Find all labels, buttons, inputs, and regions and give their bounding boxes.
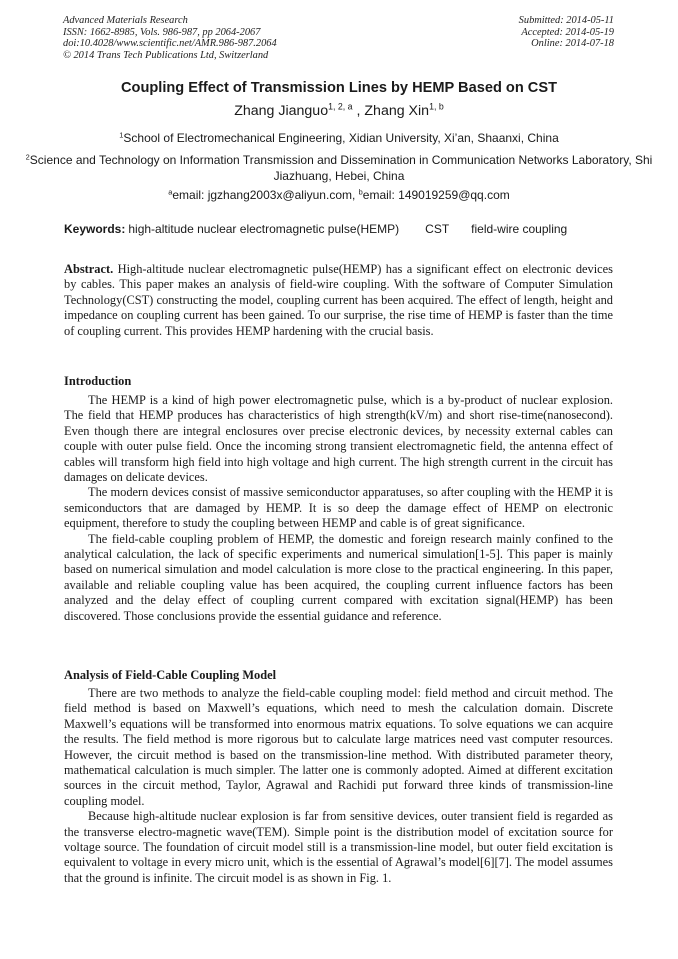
affiliation-2 bbox=[0, 153, 678, 184]
keyword-item: high-altitude nuclear electromagnetic pulse(HEMP) bbox=[128, 222, 400, 236]
analysis-body bbox=[64, 686, 613, 886]
journal-issn: ISSN: 1662-8985, Vols. 986-987, pp 2064-2067 bbox=[63, 26, 261, 38]
submitted-date: Submitted: 2014-05-11 bbox=[518, 15, 614, 26]
email-b[interactable]: email: 149019259@qq.com bbox=[362, 188, 510, 202]
email-b-mark: b bbox=[358, 187, 363, 197]
abstract-text: High-altitude nuclear electromagnetic pulse(HEMP) has a significant effect on electronic devices by cables. This paper makes an analysis of field-wire coupling. With the software of Computer Simulation Technology(CST) constructing the model, coupling current has been acquired. The effect of length, height and impedance on coupling current has been gained. To our surprise, the rise time of HEMP is faster than the time of coupling current. This provides HEMP hardening with the crucial basis. bbox=[64, 262, 613, 338]
affiliation-2-mark: 2 bbox=[25, 152, 30, 162]
introduction-paragraph: The HEMP is a kind of high power electromagnetic pulse, which is a by-product of nuclear explosion. The field that HEMP produces has characteristics of high strength(kV/m) and short rise-time(nanosecond). Even though there are integral enclosures over precise electronic devices, by necessity external cables can couple with outer pulse field. Once the incoming strong transient electromagnetic field, the antenna effect of cables will transform high field into high voltage and high current. The high strength current in the circuit has damages on delicate devices. bbox=[64, 393, 613, 485]
journal-copyright: © 2014 Trans Tech Publications Ltd, Switzerland bbox=[63, 49, 269, 61]
author-1-name: Zhang Jianguo bbox=[234, 103, 329, 119]
author-line bbox=[0, 103, 678, 119]
section-heading-analysis: Analysis of Field-Cable Coupling Model bbox=[64, 668, 277, 682]
journal-header-right bbox=[519, 15, 614, 50]
introduction-paragraph: The modern devices consist of massive semiconductor apparatuses, so after coupling with the HEMP it is semiconductors that are damaged by HEMP. It is so deep the damage effect of HEMP on electronic equipment, therefore to study the coupling between HEMP and cable is of great significance. bbox=[64, 485, 613, 531]
author-separator: , bbox=[352, 103, 365, 119]
section-heading-introduction: Introduction bbox=[64, 374, 132, 388]
online-date: Online: 2014-07-18 bbox=[531, 38, 614, 50]
journal-doi[interactable]: doi:10.4028/www.scientific.net/AMR.986-987.2064 bbox=[63, 38, 277, 50]
email-a-mark: a bbox=[168, 187, 173, 197]
author-2-name: Zhang Xin bbox=[364, 103, 430, 119]
keyword-item: CST bbox=[425, 222, 450, 236]
affiliation-1-text: School of Electromechanical Engineering, Xidian University, Xi’an, Shaanxi, China bbox=[123, 131, 559, 145]
introduction-body bbox=[64, 393, 613, 624]
introduction-paragraph: The field-cable coupling problem of HEMP, the domestic and foreign research mainly confined to the analytical calculation, the lack of specific experiments and numerical simulation[1-5]. This paper is mainly based on numerical simulation and model calculation is more close to the practical engineering. In this paper, available and reliable coupling value has been acquired, the coupling current influence factors has been analyzed and the delay effect of coupling current compared with excitation signal(HEMP) has been discovered. Those conclusions provide the essential guidance and reference. bbox=[64, 531, 613, 623]
analysis-paragraph: There are two methods to analyze the field-cable coupling model: field method and circuit method. The field method is based on Maxwell’s equations, which need to mesh the calculation domain. Discrete Maxwell’s equations will be transformed into enormous matrix equations. To solve equations we can acquire the results. The field method is more rigorous but to calculate large matrices need vast computer resources. However, the circuit method is based on the transmission-line method. With distributed parameter theory, mathematical calculation is much simpler. The latter one is commonly adopted. Aimed at different excitation sources in the circuit method, Taylor, Agrawal and Rachidi put forward three kinds of transmission-line coupling model. bbox=[64, 686, 613, 808]
author-emails bbox=[0, 188, 678, 202]
analysis-paragraph: Because high-altitude nuclear explosion is far from sensitive devices, outer transient field is regarded as the transverse electro-magnetic wave(TEM). Simple point is the distribution model of excitation source for voltage source. The foundation of circuit model still is a transmission-line model, but outer field excitation is equivalent to voltage in every micro unit, which is the essential of Agrawal’s model[6][7]. The model assumes that the ground is infinite. The circuit model is as shown in Fig. 1. bbox=[64, 809, 613, 885]
author-2-affiliation-marks: 1, b bbox=[429, 101, 444, 112]
abstract bbox=[64, 262, 613, 339]
affiliation-1 bbox=[0, 131, 678, 147]
journal-name: Advanced Materials Research bbox=[63, 15, 188, 26]
abstract-label: Abstract. bbox=[64, 262, 114, 276]
affiliation-1-mark: 1 bbox=[119, 130, 124, 140]
accepted-date: Accepted: 2014-05-19 bbox=[521, 26, 614, 38]
keyword-item: field-wire coupling bbox=[471, 222, 568, 236]
keywords-label: Keywords: bbox=[64, 222, 126, 236]
paper-title: Coupling Effect of Transmission Lines by HEMP Based on CST bbox=[121, 80, 557, 96]
author-1-affiliation-marks: 1, 2, a bbox=[328, 101, 353, 112]
email-a[interactable]: email: jgzhang2003x@aliyun.com, bbox=[172, 188, 359, 202]
affiliation-2-text: Science and Technology on Information Transmission and Dissemination in Communication Networks Laboratory, Shi Jiazhuang, Hebei, China bbox=[29, 153, 653, 183]
keywords-line bbox=[64, 222, 567, 236]
journal-header-left bbox=[63, 15, 277, 61]
